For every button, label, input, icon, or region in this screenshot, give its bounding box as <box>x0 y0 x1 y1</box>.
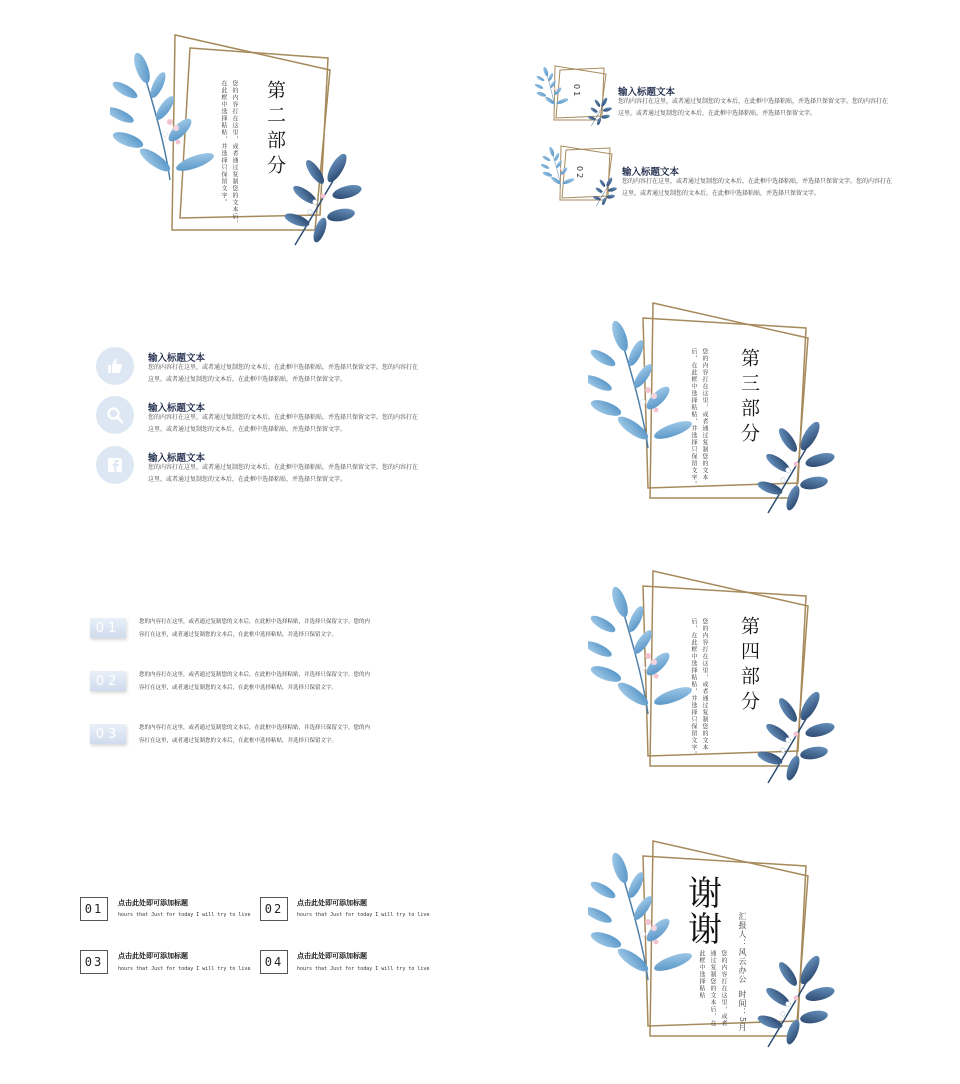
closing-description: 您的内容打在这里，或者通过复制您的文本后，在此框中选择粘贴 <box>698 950 727 1027</box>
box-title: 点击此处即可添加标题 <box>118 898 188 907</box>
section-description: 您的内容打在这里，或者通过复制您的文本后，在此框中选择粘贴，并选择只保留文字。 <box>690 618 708 758</box>
box-subtitle: hours that Just for today I will try to live <box>297 912 430 918</box>
number-box: 01 <box>80 897 108 921</box>
item-body: 您的内容打在这里，或者通过复制您的文本后，在此框中选择粘贴，并选择只保留文字。您的内容打在这里，或者通过复制您的文本后，在此框中选择粘贴，并选择只保留文字。 <box>148 364 419 383</box>
section-title: 第三部分 <box>738 348 760 448</box>
tab-text-line: 容打在这里，或者通过复制您的文本后，在此框中选择粘贴，并选择只保留文字。 <box>139 632 338 638</box>
time-label: 时间：5月 <box>738 990 747 1033</box>
tab-text-line: 容打在这里，或者通过复制您的文本后，在此框中选择粘贴，并选择只保留文字。 <box>139 738 338 744</box>
leaf-branch-left-icon <box>588 318 698 458</box>
small-leaf-left-icon <box>535 66 571 110</box>
tab-text-line: 您的内容打在这里，或者通过复制您的文本后，在此框中选择粘贴，并选择只保留文字。您的内 <box>139 619 371 625</box>
number-box: 03 <box>80 950 108 974</box>
item-title: 输入标题文本 <box>622 167 680 178</box>
item-title: 输入标题文本 <box>148 353 206 364</box>
box-subtitle: hours that Just for today I will try to live <box>297 966 430 972</box>
leaf-branch-left-icon <box>588 850 698 990</box>
tab-text-line: 您的内容打在这里，或者通过复制您的文本后，在此框中选择粘贴，并选择只保留文字。您的内 <box>139 672 371 678</box>
section-description: 您的内容打在这里，或者通过复制您的文本后，在此框中选择粘贴，并选择只保留文字。 <box>690 348 708 488</box>
facebook-icon <box>96 446 134 484</box>
box-title: 点击此处即可添加标题 <box>297 898 367 907</box>
small-leaf-right-icon <box>585 96 613 128</box>
search-icon <box>96 396 134 434</box>
item-title: 输入标题文本 <box>618 87 676 98</box>
reporter-label: 汇报人：风云办公 <box>738 912 747 984</box>
small-leaf-right-icon <box>590 176 618 208</box>
item-body: 您的内容打在这里，或者通过复制您的文本后，在此框中选择粘贴，并选择只保留文字。您的内容打在这里，或者通过复制您的文本后，在此框中选择粘贴，并选择只保留文字。 <box>618 98 889 117</box>
closing-title: 谢谢 <box>688 874 722 950</box>
number-tab: 02 <box>90 671 126 691</box>
item-number: 01 <box>572 84 581 99</box>
tab-text-line: 您的内容打在这里，或者通过复制您的文本后，在此框中选择粘贴，并选择只保留文字。您的内 <box>139 725 371 731</box>
section-description: 您的内容打在这里，或者通过复制您的文本后，在此框中选择粘贴，并选择只保留文字。 <box>220 80 238 227</box>
number-box: 04 <box>260 950 288 974</box>
item-body: 您的内容打在这里，或者通过复制您的文本后，在此框中选择粘贴，并选择只保留文字。您的内容打在这里，或者通过复制您的文本后，在此框中选择粘贴，并选择只保留文字。 <box>148 464 419 483</box>
item-title: 输入标题文本 <box>148 453 206 464</box>
leaf-branch-left-icon <box>110 50 220 190</box>
box-title: 点击此处即可添加标题 <box>118 951 188 960</box>
thumbs-up-icon <box>96 347 134 385</box>
leaf-branch-left-icon <box>588 584 698 724</box>
small-leaf-left-icon <box>541 146 577 190</box>
leaf-branch-right-icon <box>748 952 838 1052</box>
item-body: 您的内容打在这里，或者通过复制您的文本后，在此框中选择粘贴，并选择只保留文字。您的内容打在这里，或者通过复制您的文本后，在此框中选择粘贴，并选择只保留文字。 <box>148 414 419 433</box>
box-subtitle: hours that Just for today I will try to live <box>118 912 251 918</box>
section-title: 第四部分 <box>738 616 760 716</box>
box-subtitle: hours that Just for today I will try to live <box>118 966 251 972</box>
tab-text-line: 容打在这里，或者通过复制您的文本后，在此框中选择粘贴，并选择只保留文字。 <box>139 685 338 691</box>
number-box: 02 <box>260 897 288 921</box>
number-tab: 03 <box>90 724 126 744</box>
item-title: 输入标题文本 <box>148 403 206 414</box>
section-title: 第二部分 <box>264 80 286 180</box>
box-title: 点击此处即可添加标题 <box>297 951 367 960</box>
item-number: 02 <box>575 166 584 181</box>
item-body: 您的内容打在这里，或者通过复制您的文本后，在此框中选择粘贴，并选择只保留文字。您的内容打在这里，或者通过复制您的文本后，在此框中选择粘贴，并选择只保留文字。 <box>622 178 893 197</box>
number-tab: 01 <box>90 618 126 638</box>
